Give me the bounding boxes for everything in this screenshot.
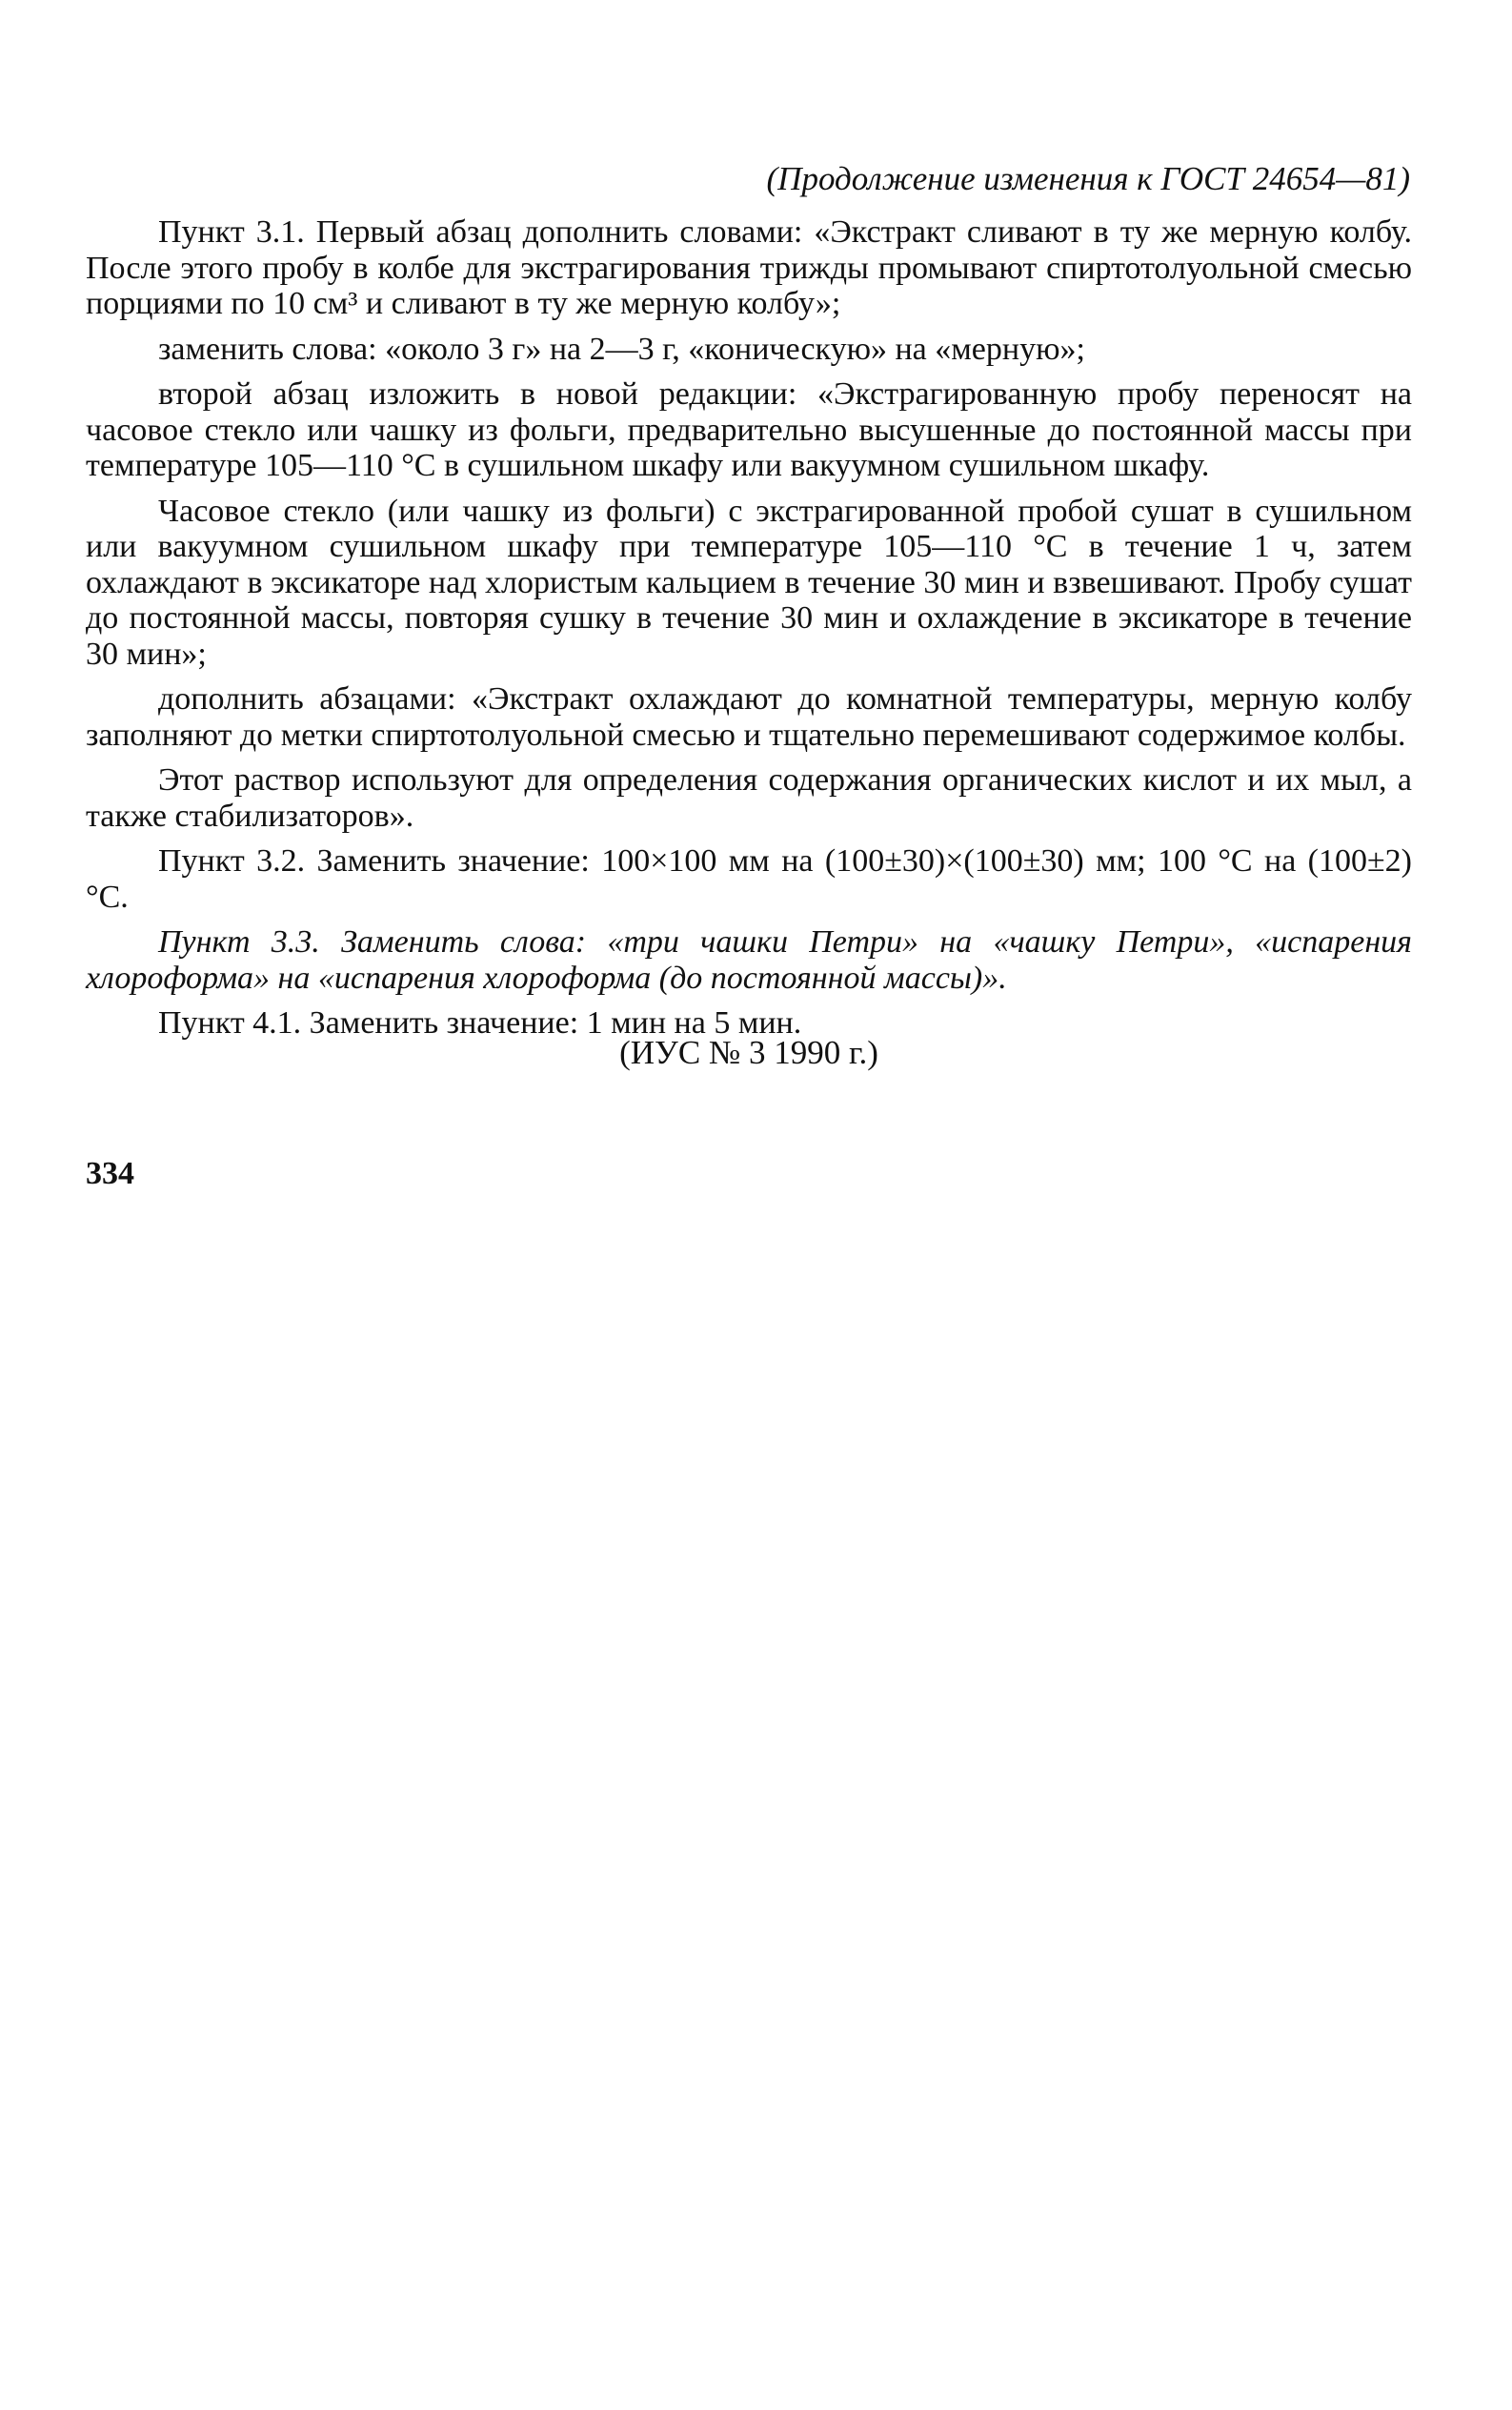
- paragraph-watch-glass: Часовое стекло (или чашку из фольги) с экстрагированной пробой сушат в сушильном или вакуумном сушильном шкафу при температуре 105—110 °С в течение 1 ч, затем охлаждают в эксикаторе над хлористым кальцием в течение 30 мин и взвешивают. Пробу сушат до постоянной массы, повторяя сушку в течение 30 мин и охлаждение в эксикаторе в течение 30 мин»;: [86, 493, 1412, 672]
- paragraph-replace-words: заменить слова: «около 3 г» на 2—3 г, «коническую» на «мерную»;: [158, 331, 1085, 367]
- paragraph-add-abstracts: дополнить абзацами: «Экстракт охлаждают до комнатной температуры, мерную колбу заполняют до метки спиртотолуольной смесью и тщательно перемешивают содержимое колбы.: [86, 681, 1412, 753]
- paragraph-clause-4-1: Пункт 4.1. Заменить значение: 1 мин на 5 мин.: [158, 1005, 802, 1041]
- paragraph-clause-3-2: Пункт 3.2. Заменить значение: 100×100 мм на (100±30)×(100±30) мм; 100 °С на (100±2) °С.: [86, 843, 1412, 915]
- amendment-text: [86, 214, 1412, 1042]
- page-header: (Продолжение изменения к ГОСТ 24654—81): [766, 160, 1410, 197]
- paragraph-clause-3-1: Пункт 3.1. Первый абзац дополнить словами: «Экстракт сливают в ту же мерную колбу. После этого пробу в колбе для экстрагирования трижды промывают спиртотолуольной смесью порциями по 10 см³ и сливают в ту же мерную колбу»;: [86, 214, 1412, 321]
- publication-source: (ИУС № 3 1990 г.): [619, 1034, 878, 1071]
- page-number: 334: [86, 1156, 134, 1191]
- paragraph-clause-3-3: Пункт 3.3. Заменить слова: «три чашки Петри» на «чашку Петри», «испарения хлороформа» на «испарения хлороформа (до постоянной массы)».: [86, 924, 1412, 996]
- paragraph-second-abstract: второй абзац изложить в новой редакции: «Экстрагированную пробу переносят на часовое стекло или чашку из фольги, предварительно высушенные до постоянной массы при температуре 105—110 °С в сушильном шкафу или вакуумном сушильном шкафу.: [86, 376, 1412, 483]
- paragraph-solution-use: Этот раствор используют для определения содержания органических кислот и их мыл, а также стабилизаторов».: [86, 762, 1412, 834]
